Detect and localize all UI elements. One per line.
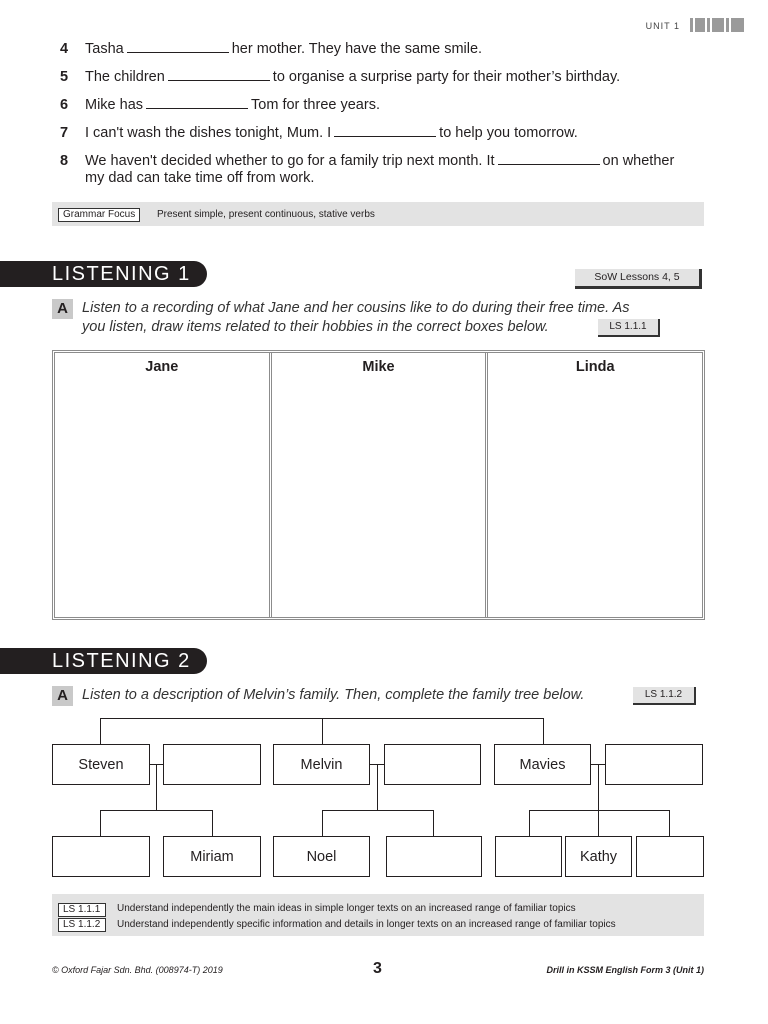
- activity-letter: A: [52, 299, 73, 319]
- answer-blank[interactable]: [127, 39, 229, 53]
- tree-box-melvin: Melvin: [273, 744, 370, 785]
- ls-code: LS 1.1.2: [58, 918, 106, 932]
- question-6: 6 Mike has Tom for three years.: [60, 97, 380, 113]
- tree-box-kathy: Kathy: [565, 836, 632, 877]
- grammar-focus-bar: [52, 202, 704, 226]
- ls-tag: LS 1.1.1: [598, 319, 660, 337]
- tree-box-blank[interactable]: [386, 836, 482, 877]
- question-8: 8 We haven't decided whether to go for a family trip next month. It on whether: [60, 153, 675, 169]
- question-7: 7 I can't wash the dishes tonight, Mum. I to help you tomorrow.: [60, 125, 578, 141]
- page-number: 3: [373, 960, 382, 977]
- column-header: Jane: [145, 359, 179, 375]
- tree-box-blank[interactable]: [495, 836, 562, 877]
- tree-box-mavies: Mavies: [494, 744, 591, 785]
- drawing-box-linda[interactable]: [488, 353, 702, 617]
- drawing-box-jane[interactable]: [55, 353, 272, 617]
- activity-letter: A: [52, 686, 73, 706]
- tree-box-blank[interactable]: [52, 836, 150, 877]
- grammar-focus-label: Grammar Focus: [58, 208, 140, 222]
- answer-blank[interactable]: [334, 123, 436, 137]
- book-title: Drill in KSSM English Form 3 (Unit 1): [546, 965, 704, 975]
- tree-box-noel: Noel: [273, 836, 370, 877]
- listening-1-instruction-line-1: Listen to a recording of what Jane and her cousins like to do during their free time. As: [82, 300, 630, 316]
- tree-box-blank[interactable]: [163, 744, 261, 785]
- tree-connector: [100, 718, 101, 744]
- tree-children-line: [100, 810, 213, 811]
- tree-connector: [529, 810, 530, 836]
- question-4: 4 Tasha her mother. They have the same smile.: [60, 41, 483, 57]
- tree-connector: [322, 718, 323, 744]
- column-header: Mike: [362, 359, 395, 375]
- listening-1-heading: LISTENING 1: [0, 261, 207, 287]
- ls-code: LS 1.1.1: [58, 903, 106, 917]
- ls-description: Understand independently specific information and details in longer texts on an increased range of familiar topics: [117, 919, 616, 930]
- tree-box-steven: Steven: [52, 744, 150, 785]
- tree-connector: [322, 810, 323, 836]
- tree-connector: [377, 764, 378, 810]
- listening-1-instruction-line-2: you listen, draw items related to their hobbies in the correct boxes below.: [82, 319, 549, 335]
- drawing-box-mike[interactable]: [272, 353, 489, 617]
- tree-connector: [433, 810, 434, 836]
- tree-connector: [543, 718, 544, 744]
- tree-connector: [598, 764, 599, 836]
- ls-tag: LS 1.1.2: [633, 687, 696, 705]
- copyright: © Oxford Fajar Sdn. Bhd. (008974-T) 2019: [52, 965, 223, 975]
- question-8-line-2: my dad can take time off from work.: [85, 170, 315, 186]
- answer-blank[interactable]: [168, 67, 270, 81]
- tree-connector: [100, 810, 101, 836]
- unit-bars-decoration: [690, 18, 752, 32]
- tree-box-blank[interactable]: [384, 744, 481, 785]
- tree-children-line: [529, 810, 670, 811]
- listening-2-heading: LISTENING 2: [0, 648, 207, 674]
- sow-lessons-tag: SoW Lessons 4, 5: [575, 269, 702, 289]
- unit-label: UNIT 1: [645, 21, 680, 31]
- grammar-focus-text: Present simple, present continuous, stative verbs: [157, 209, 375, 220]
- answer-blank[interactable]: [498, 151, 600, 165]
- column-header: Linda: [575, 359, 615, 375]
- tree-box-miriam: Miriam: [163, 836, 261, 877]
- tree-children-line: [322, 810, 434, 811]
- listening-2-instruction: Listen to a description of Melvin’s family. Then, complete the family tree below.: [82, 687, 585, 703]
- answer-blank[interactable]: [146, 95, 248, 109]
- hobby-drawing-grid: [52, 350, 705, 620]
- tree-box-blank[interactable]: [605, 744, 703, 785]
- tree-connector: [156, 764, 157, 810]
- question-5: 5 The children to organise a surprise party for their mother’s birthday.: [60, 69, 621, 85]
- ls-description: Understand independently the main ideas in simple longer texts on an increased range of familiar topics: [117, 903, 576, 914]
- tree-connector: [669, 810, 670, 836]
- tree-box-blank[interactable]: [636, 836, 704, 877]
- tree-connector: [212, 810, 213, 836]
